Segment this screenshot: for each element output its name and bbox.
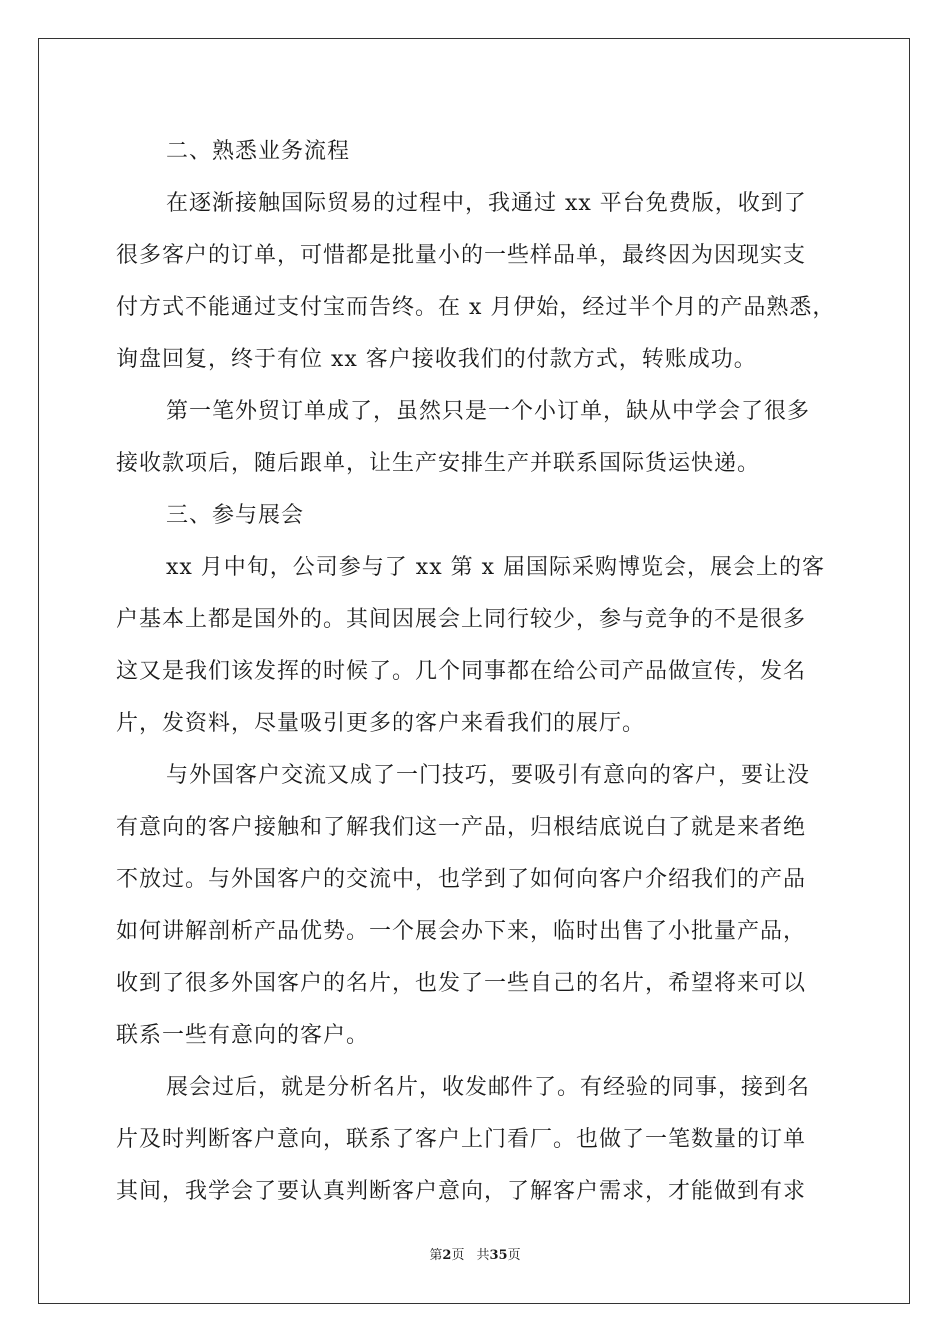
paragraph-line: 与外国客户交流又成了一门技巧，要吸引有意向的客户，要让没 [166,763,811,788]
section-heading: 三、参与展会 [166,503,305,528]
total-suffix: 页 [507,1248,521,1263]
paragraph-line: 有意向的客户接触和了解我们这一产品，归根结底说白了就是来者绝 [116,815,807,840]
paragraph-line: 第一笔外贸订单成了，虽然只是一个小订单，缺从中学会了很多 [166,399,811,424]
paragraph-line: 户基本上都是国外的。其间因展会上同行较少，参与竞争的不是很多 [116,607,807,632]
total-prefix: 共 [476,1248,490,1263]
page-suffix: 页 [451,1248,465,1263]
paragraph-line: 询盘回复，终于有位 xx 客户接收我们的付款方式，转账成功。 [116,347,757,372]
page-total: 35 [489,1248,508,1263]
page-prefix: 第 [429,1248,443,1263]
document-body [116,126,836,1218]
paragraph-line: 在逐渐接触国际贸易的过程中，我通过 xx 平台免费版，收到了 [166,191,807,216]
paragraph-line: 这又是我们该发挥的时候了。几个同事都在给公司产品做宣传，发名 [116,659,807,684]
paragraph-line: 其间，我学会了要认真判断客户意向，了解客户需求，才能做到有求 [116,1179,807,1204]
section-heading: 二、熟悉业务流程 [166,139,351,164]
paragraph-line: 展会过后，就是分析名片，收发邮件了。有经验的同事，接到名 [166,1075,811,1100]
paragraph-line: 如何讲解剖析产品优势。一个展会办下来，临时出售了小批量产品， [116,919,807,944]
page-current: 2 [442,1248,452,1263]
paragraph-line: xx 月中旬，公司参与了 xx 第 x 届国际采购博览会，展会上的客 [166,555,826,580]
paragraph-line: 接收款项后，随后跟单，让生产安排生产并联系国际货运快递。 [116,451,761,476]
paragraph-line: 片，发资料，尽量吸引更多的客户来看我们的展厅。 [116,711,646,736]
paragraph-line: 片及时判断客户意向，联系了客户上门看厂。也做了一笔数量的订单 [116,1127,807,1152]
paragraph-line: 联系一些有意向的客户。 [116,1023,370,1048]
paragraph-line: 很多客户的订单，可惜都是批量小的一些样品单，最终因为因现实支 [116,243,807,268]
page-footer [0,1244,950,1263]
paragraph-line: 收到了很多外国客户的名片，也发了一些自己的名片，希望将来可以 [116,971,807,996]
paragraph-line: 付方式不能通过支付宝而告终。在 x 月伊始，经过半个月的产品熟悉， [116,295,836,320]
paragraph-line: 不放过。与外国客户的交流中，也学到了如何向客户介绍我们的产品 [116,867,807,892]
